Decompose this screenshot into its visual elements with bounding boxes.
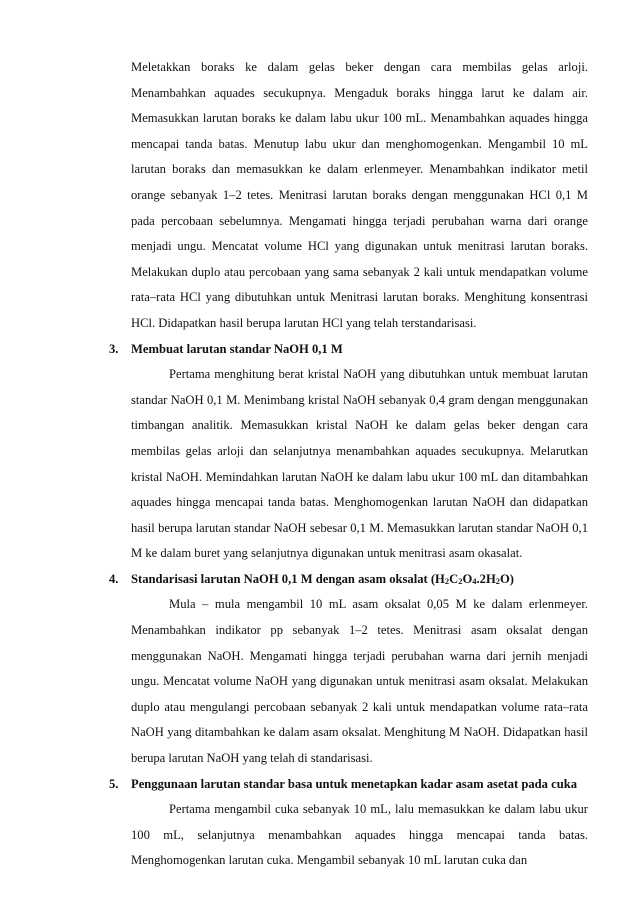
section-paragraph: Pertama mengambil cuka sebanyak 10 mL, lalu memasukkan ke dalam labu ukur 100 mL, selanjutnya menambahkan aquades hingga mencapai tanda batas. Menghomogenkan larutan cuka. Mengambil sebanyak 10 mL larutan cuka dan [131, 802, 588, 868]
section-4 [109, 567, 588, 772]
subscript: 2 [458, 575, 463, 586]
title-text: Standarisasi larutan NaOH 0,1 M dengan asam oksalat (H [131, 571, 445, 586]
section-number: 3. [109, 341, 119, 356]
subscript: 2 [495, 575, 500, 586]
title-text: O) [500, 571, 514, 586]
section-title [131, 572, 514, 586]
section-title: Membuat larutan standar NaOH 0,1 M [131, 341, 343, 356]
section-title: Penggunaan larutan standar basa untuk menetapkan kadar asam asetat pada cuka [131, 776, 578, 791]
title-text: O [462, 571, 473, 586]
title-text: C [449, 571, 459, 586]
section-number: 4. [109, 571, 119, 586]
subscript: 2 [444, 575, 450, 586]
document-body [109, 55, 588, 874]
section-paragraph: Mula – mula mengambil 10 mL asam oksalat 0,05 M ke dalam erlenmeyer. Menambahkan indikator pp sebanyak 1–2 tetes. Menitrasi asam oksalat dengan menggunakan NaOH. Mengamati hingga terjadi perubahan warna dari jernih menjadi ungu. Mencatat volume NaOH yang digunakan untuk menitrasi asam oksalat. Melakukan duplo atau mengulangi percobaan sebanyak 2 kali untuk mendapatkan volume rata–rata NaOH yang ditambahkan ke dalam asam oksalat. Menghitung M NaOH. Didapatkan hasil berupa larutan NaOH yang telah di standarisasi. [131, 597, 588, 766]
section-number: 5. [109, 776, 119, 791]
section-3 [109, 337, 588, 567]
section-heading [109, 337, 588, 363]
section-5 [109, 772, 588, 874]
title-text: .2H [476, 571, 496, 586]
section-heading [109, 567, 588, 593]
section-heading [109, 772, 588, 798]
intro-paragraph: Meletakkan boraks ke dalam gelas beker dengan cara membilas gelas arloji. Menambahkan aquades secukupnya. Mengaduk boraks hingga larut ke dalam air. Memasukkan larutan boraks ke dalam labu ukur 100 mL. Menambahkan aquades hingga mencapai tanda batas. Menutup labu ukur dan menghomogenkan. Mengambil 10 mL larutan boraks dan memasukkan ke dalam erlenmeyer. Menambahkan indikator metil orange sebanyak 1–2 tetes. Menitrasi larutan boraks dengan menggunakan HCl 0,1 M pada percobaan sebelumnya. Mengamati hingga terjadi perubahan warna dari orange menjadi ungu. Mencatat volume HCl yang digunakan untuk menitrasi larutan boraks. Melakukan duplo atau percobaan yang sama sebanyak 2 kali untuk mendapatkan volume rata–rata HCl yang dibutuhkan untuk Menitrasi larutan boraks. Menghitung konsentrasi HCl. Didapatkan hasil berupa larutan HCl yang telah terstandarisasi. [131, 60, 588, 330]
section-paragraph: Pertama menghitung berat kristal NaOH yang dibutuhkan untuk membuat larutan standar NaOH 0,1 M. Menimbang kristal NaOH sebanyak 0,4 gram dengan menggunakan timbangan analitik. Memasukkan kristal NaOH ke dalam gelas beker dengan cara membilas gelas arloji dan selanjutnya menambahkan aquades secukupnya. Melarutkan kristal NaOH. Memindahkan larutan NaOH ke dalam labu ukur 100 mL dan ditambahkan aquades hingga mencapai tanda batas. Menghomogenkan larutan NaOH dan didapatkan hasil berupa larutan standar NaOH sebesar 0,1 M. Memasukkan larutan standar NaOH 0,1 M ke dalam buret yang selanjutnya digunakan untuk menitrasi asam okasalat. [131, 367, 588, 561]
subscript: 4 [472, 575, 477, 586]
